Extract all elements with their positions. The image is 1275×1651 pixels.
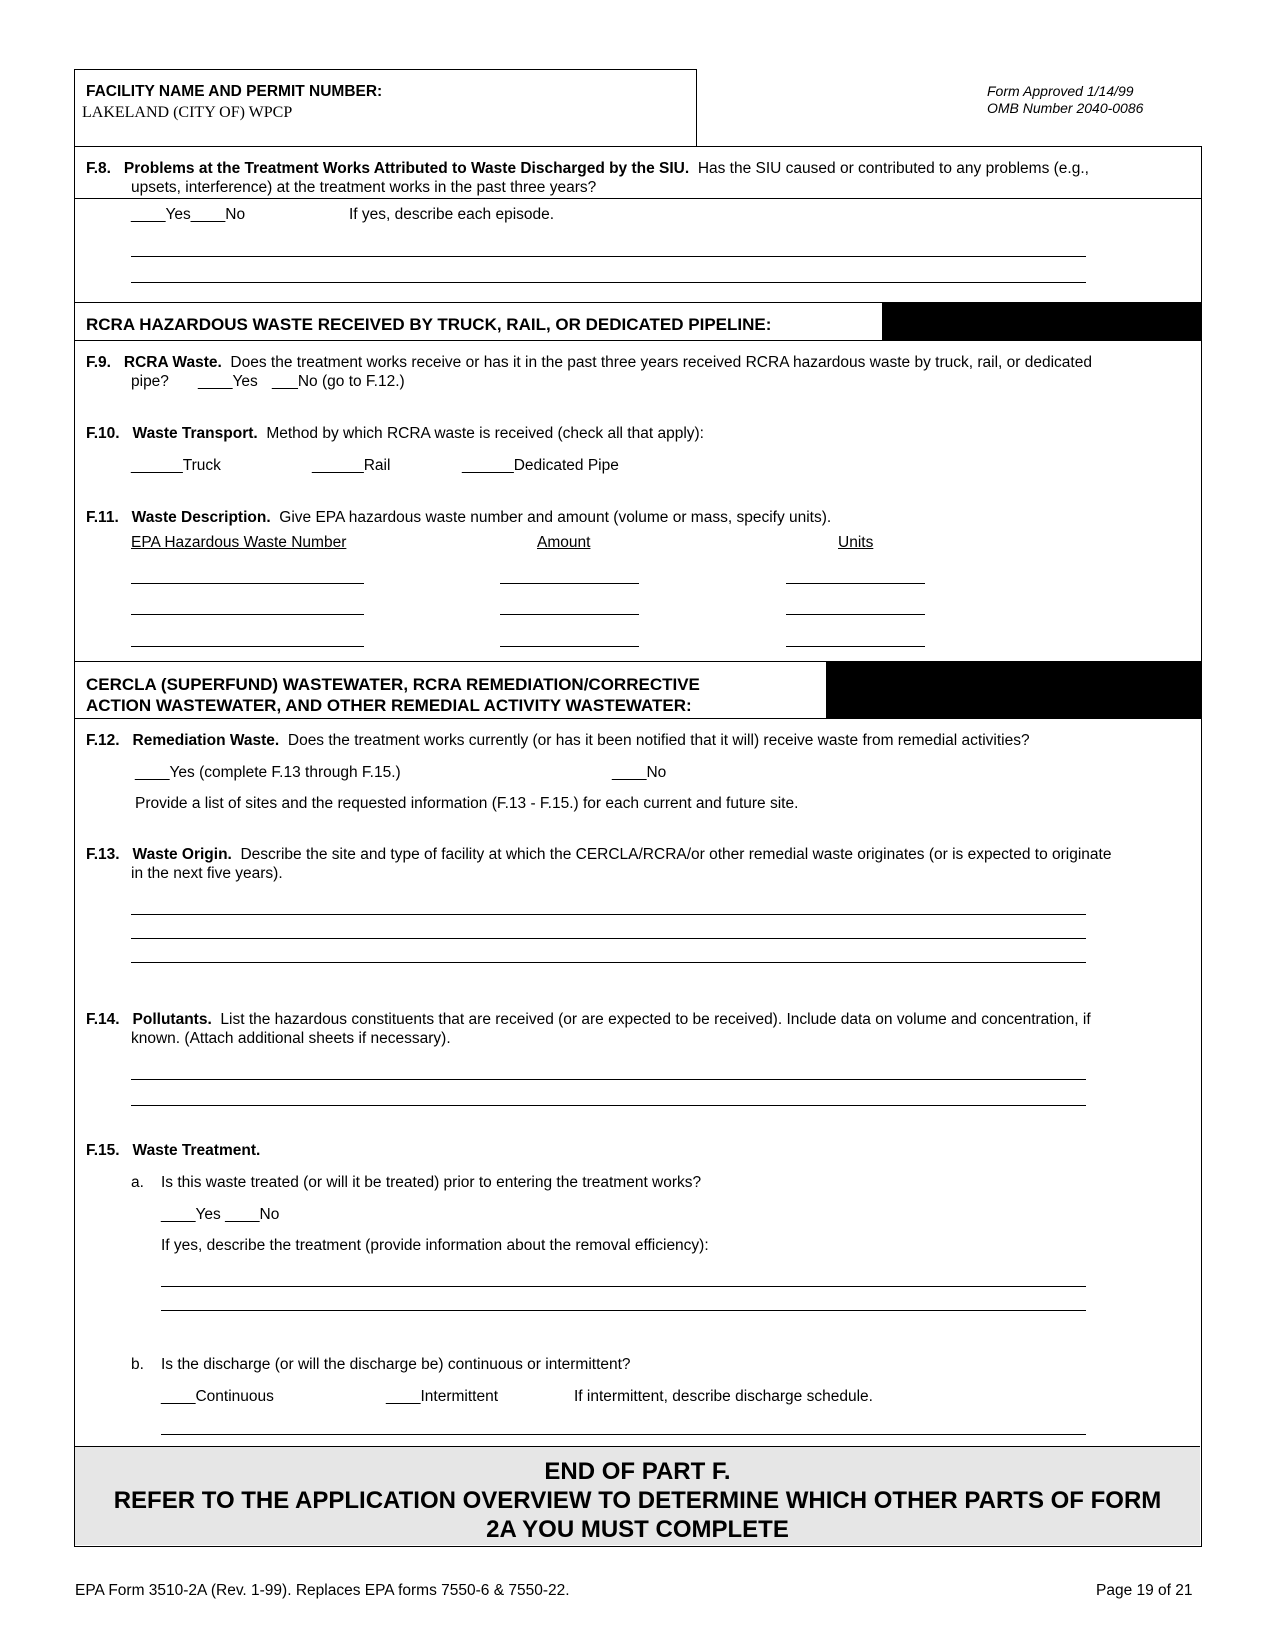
f10-rail[interactable]: ______Rail [312,457,391,474]
section-black-bar [882,302,1201,340]
f11-col-number: EPA Hazardous Waste Number [131,534,347,551]
f12-title: Remediation Waste. [132,732,280,749]
form-approved: Form Approved 1/14/99 [987,83,1134,99]
f13-line1: F.13. Waste Origin. Describe the site and type of facility at which the CERCLA/RCRA/or other remedial waste originates (or is expected to originate [86,846,1112,863]
f15-b-intermittent[interactable]: ____Intermittent [386,1388,499,1405]
f15-a-describe: If yes, describe the treatment (provide information about the removal efficiency): [161,1237,709,1254]
f15-a-answer-line[interactable] [161,1286,1086,1287]
f14-line2: known. (Attach additional sheets if necessary). [131,1030,451,1047]
f11-title: Waste Description. [131,509,271,526]
footer-form: EPA Form 3510-2A (Rev. 1-99). Replaces EPA forms 7550-6 & 7550-22. [75,1582,570,1599]
f9-yes[interactable]: ____Yes [198,373,258,390]
f11-number-line[interactable] [131,583,364,584]
f15-b-text: Is the discharge (or will the discharge be) continuous or intermittent? [161,1356,631,1373]
f15-a-label: a. [131,1174,144,1191]
f15-a-text: Is this waste treated (or will it be treated) prior to entering the treatment works? [161,1174,702,1191]
f15-b-continuous[interactable]: ____Continuous [161,1388,274,1405]
f9-line1: F.9. RCRA Waste. Does the treatment works receive or has it in the past three years received RCRA hazardous waste by truck, rail, or dedicated [86,354,1092,371]
f11-units-line[interactable] [786,614,925,615]
f9-line2: pipe? [131,373,169,390]
end-line-2: REFER TO THE APPLICATION OVERVIEW TO DETERMINE WHICH OTHER PARTS OF FORM [113,1487,1162,1514]
f8-line1: F.8. Problems at the Treatment Works Attributed to Waste Discharged by the SIU. Has the SIU caused or contributed to any problems (e.g., [86,160,1089,177]
f10-truck[interactable]: ______Truck [131,457,221,474]
f8-yes-no[interactable]: ____Yes____No [131,206,246,223]
f10-pipe[interactable]: ______Dedicated Pipe [462,457,619,474]
f15-b-describe: If intermittent, describe discharge schedule. [574,1388,873,1405]
f13-answer-line[interactable] [131,914,1086,915]
f11-number-line[interactable] [131,646,364,647]
f13-answer-line[interactable] [131,938,1086,939]
f14-answer-line[interactable] [131,1079,1086,1080]
f8-divider [74,198,1201,199]
f13-line2: in the next five years). [131,865,283,882]
omb-number: OMB Number 2040-0086 [987,100,1144,116]
f8-title: Problems at the Treatment Works Attributed to Waste Discharged by the SIU. [123,160,690,177]
f11-number-line[interactable] [131,614,364,615]
f12-line: F.12. Remediation Waste. Does the treatment works currently (or has it been notified that it will) receive waste from remedial activities? [86,732,1030,749]
cercla-section-title-1: CERCLA (SUPERFUND) WASTEWATER, RCRA REMEDIATION/CORRECTIVE [86,675,700,694]
f15-a-yes-no[interactable]: ____Yes ____No [161,1206,280,1223]
f10-title: Waste Transport. [132,425,258,442]
f11-amount-line[interactable] [500,646,639,647]
f13-answer-line[interactable] [131,962,1086,963]
f11-line: F.11. Waste Description. Give EPA hazardous waste number and amount (volume or mass, specify units). [86,509,832,526]
f11-col-amount: Amount [537,534,591,551]
f12-no[interactable]: ____No [612,764,667,781]
section-black-bar [826,661,1201,718]
f11-amount-line[interactable] [500,583,639,584]
f9-no[interactable]: ___No (go to F.12.) [272,373,405,390]
f9-title: RCRA Waste. [123,354,222,371]
frame-top-line [74,146,1201,147]
footer-page: Page 19 of 21 [1096,1582,1193,1599]
f14-answer-line[interactable] [131,1105,1086,1106]
f8-answer-line[interactable] [131,256,1086,257]
rcra-section-title: RCRA HAZARDOUS WASTE RECEIVED BY TRUCK, RAIL, OR DEDICATED PIPELINE: [86,315,772,334]
f11-col-units: Units [838,534,874,551]
f11-units-line[interactable] [786,646,925,647]
end-line-3: 2A YOU MUST COMPLETE [486,1516,789,1543]
cercla-section-title-2: ACTION WASTEWATER, AND OTHER REMEDIAL ACTIVITY WASTEWATER: [86,696,692,715]
f15-b-answer-line[interactable] [161,1434,1086,1435]
f8-answer-line[interactable] [131,282,1086,283]
f12-yes[interactable]: ____Yes (complete F.13 through F.15.) [135,764,401,781]
f10-line: F.10. Waste Transport. Method by which RCRA waste is received (check all that apply): [86,425,704,442]
facility-value: LAKELAND (CITY OF) WPCP [82,104,293,121]
rcra-section-bottom [74,340,1201,341]
end-of-part-box [75,1446,1200,1545]
f15-a-answer-line[interactable] [161,1310,1086,1311]
cercla-section-bottom [74,718,1201,719]
f11-units-line[interactable] [786,583,925,584]
f14-line1: F.14. Pollutants. List the hazardous constituents that are received (or are expected to be received). Include data on volume and concentration, if [86,1011,1091,1028]
f14-title: Pollutants. [132,1011,212,1028]
f8-line2: upsets, interference) at the treatment works in the past three years? [131,179,597,196]
f15-line: F.15. Waste Treatment. [86,1142,261,1159]
f11-amount-line[interactable] [500,614,639,615]
f8-describe: If yes, describe each episode. [349,206,555,223]
f13-title: Waste Origin. [132,846,232,863]
facility-label: FACILITY NAME AND PERMIT NUMBER: [86,83,383,100]
f15-title: Waste Treatment. [132,1142,261,1159]
end-line-1: END OF PART F. [544,1458,731,1485]
f15-b-label: b. [131,1356,144,1373]
f12-provide: Provide a list of sites and the requested information (F.13 - F.15.) for each current and future site. [135,795,799,812]
